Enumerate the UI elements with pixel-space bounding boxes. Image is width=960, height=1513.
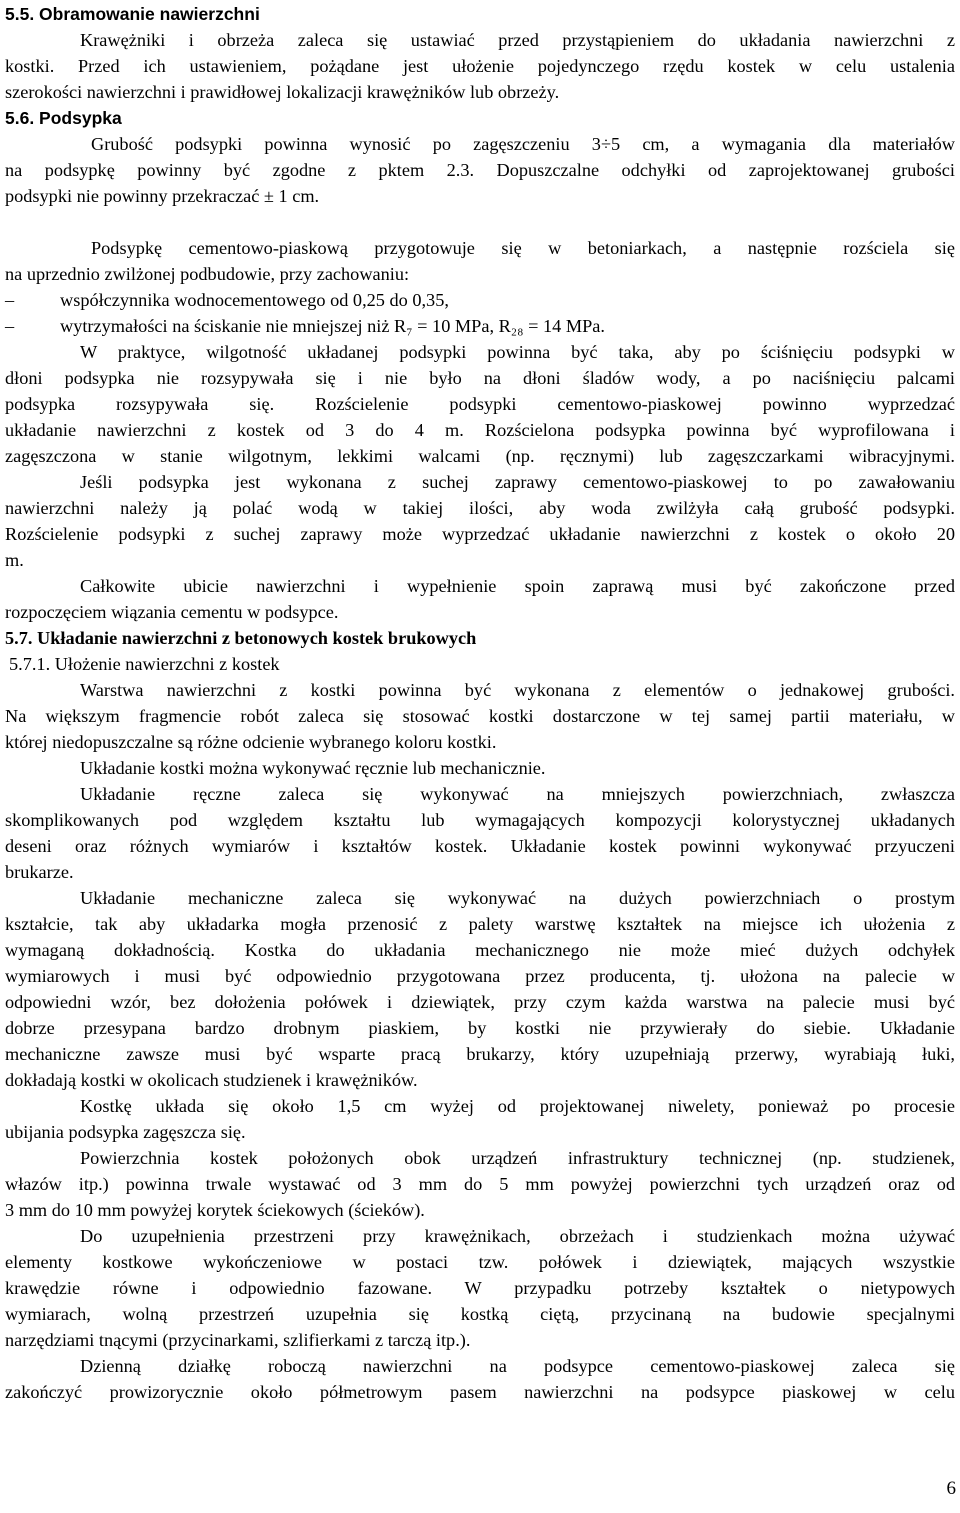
section-heading-5-7: 5.7. Układanie nawierzchni z betonowych kostek brukowych	[5, 628, 477, 648]
text-line: narzędziami tnącymi (przycinarkami, szlifierkami z tarczą itp.).	[5, 1330, 471, 1350]
text-line: Warstwa nawierzchni z kostki powinna być wykonana z elementów o jednakowej grubości.	[80, 680, 955, 700]
text-line: kostki. Przed ich ustawieniem, pożądane jest ułożenie pojedynczego rzędu kostek w celu ustalenia	[5, 56, 955, 76]
page-number: 6	[946, 1478, 956, 1499]
text-line: szerokości nawierzchni i prawidłowej lokalizacji krawężników lub obrzeży.	[5, 82, 560, 102]
text-line: ubijania podsypka zagęszcza się.	[5, 1122, 246, 1142]
text-line: podsypki nie powinny przekraczać ± 1 cm.	[5, 186, 320, 206]
text-line: której niedopuszczalne są różne odcienie wybranego koloru kostki.	[5, 732, 497, 752]
text-line: wymaganą dokładnością. Kostka do układania mechanicznego nie może mieć dużych odchyłek	[5, 940, 955, 960]
text-line: Całkowite ubicie nawierzchni i wypełnienie spoin zaprawą musi być zakończone przed	[80, 576, 955, 596]
text-line: wymiarowych i musi być odpowiednio przygotowana przez producenta, tj. ułożona na palecie w	[5, 966, 955, 986]
text-line: wymiarach, wolną przestrzeń uzupełnia się kostką ciętą, przycinaną na budowie specjalnymi	[5, 1304, 955, 1324]
text-line: na uprzednio zwilżonej podbudowie, przy zachowaniu:	[5, 264, 410, 284]
text-line: Na większym fragmencie robót zaleca się stosować kostki dostarczone w tej samej partii materiału, w	[5, 706, 955, 726]
text-line: podsypka rozsypywała się. Rozścielenie podsypki cementowo-piaskowej powinno wyprzedzać	[5, 394, 955, 414]
text-line: W praktyce, wilgotność układanej podsypki powinna być taka, aby po ściśnięciu podsypki w	[80, 342, 955, 362]
text-line: układanie nawierzchni z kostek od 3 do 4 m. Rozścielona podsypka powinna być wyprofilowana i	[5, 420, 955, 440]
text-line: Kostkę układa się około 1,5 cm wyżej od projektowanej niwelety, ponieważ po procesie	[80, 1096, 955, 1116]
list-item: – wytrzymałości na ściskanie nie mniejszej niż R₇ = 10 MPa, R₂₈ = 14 MPa.	[5, 313, 605, 339]
text-line: dłoni podsypka nie rozsypywała się i nie było na dłoni śladów wody, a po naciśnięciu palcami	[5, 368, 955, 388]
text-line: dokładają kostki w okolicach studzienek i krawężników.	[5, 1070, 418, 1090]
text-line: mechaniczne zawsze musi być wsparte pracą brukarzy, który uzupełniają przerwy, wyrabiają łuki,	[5, 1044, 955, 1064]
text-line: Układanie ręczne zaleca się wykonywać na mniejszych powierzchniach, zwłaszcza	[80, 784, 955, 804]
text-line: m.	[5, 550, 24, 570]
text-line: dobrze przesypana bardzo drobnym piaskiem, by kostki nie przywierały do siebie. Układanie	[5, 1018, 955, 1038]
text-line: odpowiedni wzór, bez dołożenia połówek i dziewiątek, przy czym każda warstwa na palecie musi być	[5, 992, 955, 1012]
text-line: kształcie, tak aby układarka mogła przenosić z palety warstwę kształtek na miejsce ich ułożenia z	[5, 914, 955, 934]
text-line: Rozścielenie podsypki z suchej zaprawy może wyprzedzać układanie nawierzchni z kostek o około 20	[5, 524, 955, 544]
text-line: Grubość podsypki powinna wynosić po zagęszczeniu 3÷5 cm, a wymagania dla materiałów	[91, 134, 955, 154]
text-line: Dzienną działkę roboczą nawierzchni na podsypce cementowo-piaskowej zaleca się	[80, 1356, 955, 1376]
text-line: deseni oraz różnych wymiarów i kształtów kostek. Układanie kostek powinni wykonywać przyuczeni	[5, 836, 955, 856]
text-line: 3 mm do 10 mm powyżej korytek ściekowych (ścieków).	[5, 1200, 425, 1220]
text-line: zakończyć prowizorycznie około półmetrowym pasem nawierzchni na podsypce piaskowej w celu	[5, 1382, 955, 1402]
text-line: Powierzchnia kostek położonych obok urządzeń infrastruktury technicznej (np. studzienek,	[80, 1148, 955, 1168]
text-line: Jeśli podsypka jest wykonana z suchej zaprawy cementowo-piaskowej to po zawałowaniu	[80, 472, 955, 492]
text-line: skomplikowanych pod względem kształtu lub wymagających kompozycji kolorystycznej układanych	[5, 810, 955, 830]
text-line: na podsypkę powinny być zgodne z pktem 2.3. Dopuszczalne odchyłki od zaprojektowanej grubości	[5, 160, 955, 180]
section-heading-5-5: 5.5. Obramowanie nawierzchni	[5, 4, 260, 24]
text-line: zagęszczona w stanie wilgotnym, lekkimi walcami (np. ręcznymi) lub zagęszczarkami wibracyjnymi.	[5, 446, 955, 466]
text-line: krawędzie równe i odpowiednio fazowane. W przypadku potrzeby kształtek o nietypowych	[5, 1278, 955, 1298]
list-item: – współczynnika wodnocementowego od 0,25 do 0,35,	[5, 287, 449, 313]
text-line: włazów itp.) powinna trwale wystawać od 3 mm do 5 mm powyżej powierzchni tych urządzeń oraz od	[5, 1174, 955, 1194]
text-line: Układanie mechaniczne zaleca się wykonywać na dużych powierzchniach o prostym	[80, 888, 955, 908]
text-line: Do uzupełnienia przestrzeni przy krawężnikach, obrzeżach i studzienkach można używać	[80, 1226, 955, 1246]
subsection-heading-5-7-1: 5.7.1. Ułożenie nawierzchni z kostek	[9, 654, 280, 674]
text-line: Podsypkę cementowo-piaskową przygotowuje się w betoniarkach, a następnie rozściela się	[91, 238, 955, 258]
text-line: elementy kostkowe wykończeniowe w postaci tzw. połówek i dziewiątek, mających wszystkie	[5, 1252, 955, 1272]
text-line: nawierzchni należy ją polać wodą w takiej ilości, aby woda zwilżyła całą grubość podsypki.	[5, 498, 955, 518]
text-line: rozpoczęciem wiązania cementu w podsypce.	[5, 602, 339, 622]
section-heading-5-6: 5.6. Podsypka	[5, 108, 122, 128]
text-line: Krawężniki i obrzeża zaleca się ustawiać przed przystąpieniem do układania nawierzchni z	[80, 30, 955, 50]
text-line: brukarze.	[5, 862, 74, 882]
text-line: Układanie kostki można wykonywać ręcznie lub mechanicznie.	[80, 758, 546, 778]
